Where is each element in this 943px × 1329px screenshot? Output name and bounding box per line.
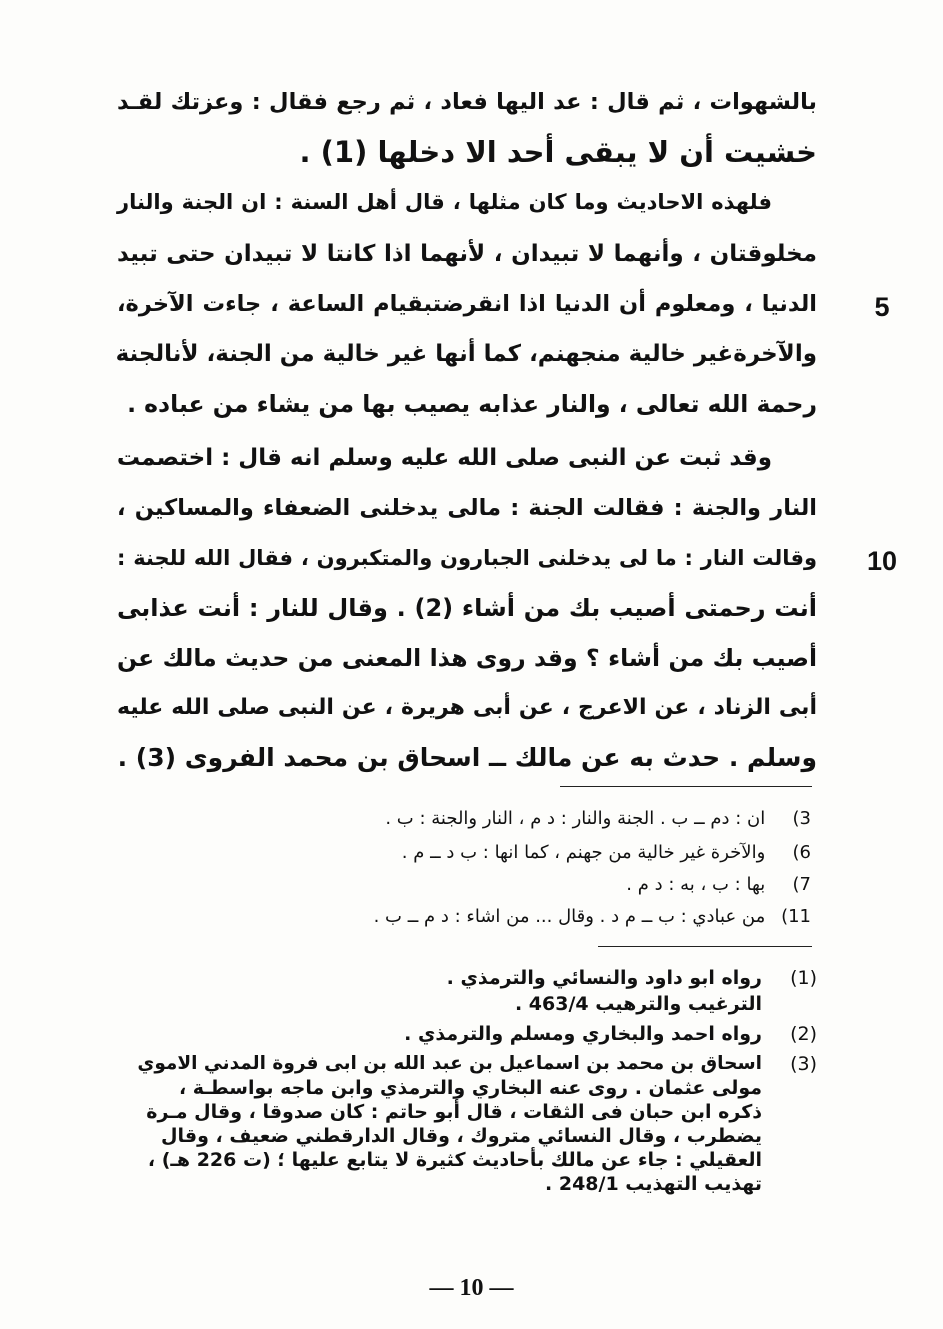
variant-number: 6) — [792, 842, 811, 863]
text-line-12: أصيب بك من أشاء ؟ وقد روى هذا المعنى من حديث مالك عن — [117, 644, 817, 672]
footnote-text: مولى عثمان . روى عنه البخاري والترمذي وابن ماجه بواسطـة ، — [178, 1077, 762, 1099]
text-line-6: والآخرةغير خالية منجهنم، كما أنها غير خالية من الجنة، لأنالجنة — [115, 341, 817, 367]
variant-text: ان : دم ــ ب . الجنة والنار : د م ، النار والجنة : ب . — [385, 808, 766, 829]
variants-separator — [560, 786, 812, 787]
variant-note — [131, 904, 811, 930]
variant-number: 11) — [781, 906, 811, 927]
footnote-text: اسحاق بن محمد بن اسماعيل بن عبد الله بن ابى فروة المدني الاموي — [137, 1053, 762, 1074]
text-line-3: فلهذه الاحاديث وما كان مثلها ، قال أهل السنة : ان الجنة والنار — [117, 190, 772, 214]
footnote-text: تهذيب التهذيب 248/1 . — [545, 1173, 762, 1195]
variant-text: من عبادي : ب ــ م د . وقال ... من اشاء : د م ــ ب . — [373, 906, 766, 927]
footnote-number: (2) — [790, 1023, 817, 1045]
text-line-11: أنت رحمتى أصيب بك من أشاء (2) . وقال للنار : أنت عذابى — [117, 594, 818, 622]
variant-note — [131, 872, 811, 898]
text-line-10: وقالت النار : ما لى يدخلنى الجبارون والمتكبرون ، فقال الله للجنة : — [117, 546, 817, 570]
variant-text: بها : ب ، به : د م . — [626, 874, 766, 895]
variant-number: 7) — [792, 874, 811, 895]
variant-note — [131, 840, 811, 866]
footnote-text: رواه احمد والبخاري ومسلم والترمذي . — [404, 1023, 762, 1045]
variant-text: والآخرة غير خالية من جهنم ، كما انها : ب د ــ م . — [401, 842, 766, 863]
footnote-text: ذكره ابن حبان فى الثقات ، قال أبو حاتم : كان صدوقا ، وقال مـرة — [146, 1101, 762, 1123]
text-line-7: رحمة الله تعالى ، والنار عذابه يصيب بها من يشاء من عباده . — [127, 390, 817, 418]
footnote-text: رواه ابو داود والنسائي والترمذي . — [446, 967, 762, 989]
text-line-4: مخلوقتان ، وأنهما لا تبيدان ، لأنهما اذا كانتا لا تبيدان حتى تبيد — [117, 241, 817, 267]
footnote-number: (1) — [790, 967, 817, 989]
footnote-text: العقيلي : جاء عن مالك بأحاديث كثيرة لا يتابع عليها ؛ (ت 226 هـ) ، — [147, 1149, 762, 1171]
variant-number: 3) — [792, 808, 811, 829]
line-number-10: 10 — [866, 546, 898, 576]
text-line-9: النار والجنة : فقالت الجنة : مالى يدخلنى الضعفاء والمساكين ، — [117, 495, 817, 521]
page-number: — 10 — — [429, 1275, 514, 1301]
text-line-13: أبى الزناد ، عن الاعرج ، عن أبى هريرة ، عن النبى صلى الله عليه — [117, 695, 817, 720]
text-line-5: الدنيا ، ومعلوم أن الدنيا اذا انقرضتبقيام الساعة ، جاءت الآخرة، — [117, 291, 817, 317]
footnotes-separator — [598, 946, 812, 947]
line-number-5: 5 — [874, 292, 890, 322]
text-line-14: وسلم . حدث به عن مالك ــ اسحاق بن محمد الفروى (3) . — [117, 743, 817, 772]
footnote-text: يضطرب ، وقال النسائي متروك ، وقال الدارقطني ضعيف ، وقال — [161, 1125, 762, 1147]
text-line-8: وقد ثبت عن النبى صلى الله عليه وسلم انه قال : اختصمت — [116, 445, 772, 471]
variant-note — [131, 806, 811, 832]
footnote-text: الترغيب والترهيب 463/4 . — [514, 993, 762, 1015]
footnote-number: (3) — [790, 1053, 817, 1075]
text-line-2: خشيت أن لا يبقى أحد الا دخلها (1) . — [299, 135, 817, 169]
text-line-1: بالشهوات ، ثم قال : عد اليها فعاد ، ثم رجع فقال : وعزتك لقـد — [117, 89, 817, 115]
